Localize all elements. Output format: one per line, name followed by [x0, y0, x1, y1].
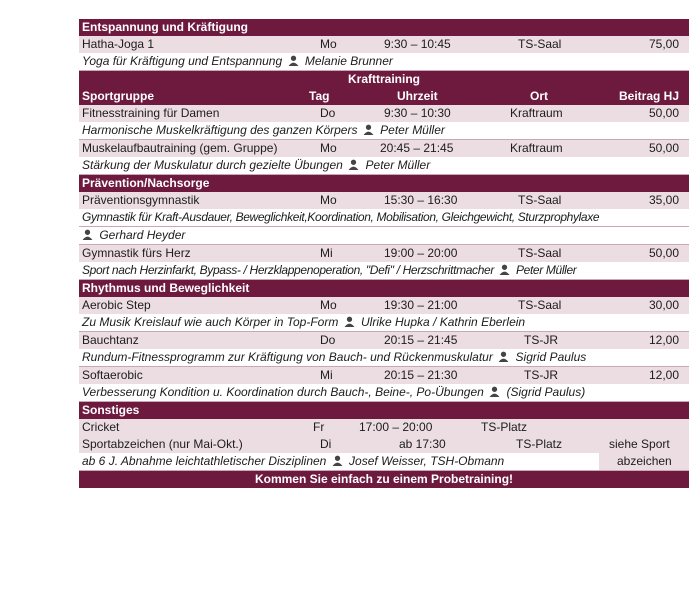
course-fee: 50,00 — [649, 141, 680, 155]
course-description: ab 6 J. Abnahme leichtathletischer Disziplinen — [82, 454, 327, 468]
course-time: 15:30 – 16:30 — [384, 193, 458, 207]
course-row-aerobic-step — [79, 297, 689, 314]
section-title: Entspannung und Kräftigung — [82, 20, 248, 34]
course-day: Mo — [320, 37, 337, 51]
course-row-gymnastik-herz — [79, 245, 689, 262]
section-title: Krafttraining — [348, 72, 420, 86]
course-trainer: Ulrike Hupka / Kathrin Eberlein — [361, 315, 526, 329]
person-icon — [499, 264, 510, 275]
section-krafttraining — [79, 71, 689, 88]
course-time: 20:45 – 21:45 — [380, 141, 454, 155]
person-icon — [363, 124, 374, 135]
cta-text: Kommen Sie einfach zu einem Probetraining! — [254, 472, 514, 486]
course-description: Zu Musik Kreislauf wie auch Körper in Top-Form — [82, 315, 339, 329]
course-place: TS-Platz — [516, 437, 563, 451]
header-tag: Tag — [309, 89, 330, 103]
course-row-muskelaufbau — [79, 140, 689, 157]
course-fee-continued: abzeichen — [617, 454, 672, 468]
course-place: TS-Saal — [518, 193, 562, 207]
course-fee: 50,00 — [649, 246, 680, 260]
course-day: Do — [320, 106, 336, 120]
course-trainer-row-praeventionsgymnastik — [79, 227, 689, 245]
course-row-cricket — [79, 419, 689, 436]
course-row-fitness-damen — [79, 105, 689, 122]
course-desc-softaerobic — [79, 384, 689, 402]
course-place: TS-Saal — [518, 298, 562, 312]
course-fee: 35,00 — [649, 193, 680, 207]
course-day: Di — [320, 437, 332, 451]
course-name: Fitnesstraining für Damen — [82, 106, 220, 120]
course-day: Do — [320, 333, 336, 347]
course-time: ab 17:30 — [399, 437, 446, 451]
course-description: Verbesserung Kondition u. Koordination durch Bauch-, Beine-, Po-Übungen — [82, 385, 484, 399]
course-trainer: Josef Weisser, TSH-Obmann — [349, 454, 505, 468]
course-name: Cricket — [82, 420, 120, 434]
course-row-bauchtanz — [79, 332, 689, 349]
course-desc-hatha — [79, 53, 689, 71]
course-desc-bauchtanz — [79, 349, 689, 367]
course-trainer: Gerhard Heyder — [99, 228, 186, 242]
course-row-praeventionsgymnastik — [79, 192, 689, 209]
course-time: 20:15 – 21:45 — [384, 333, 458, 347]
course-fee: siehe Sport — [609, 437, 670, 451]
course-name: Softaerobic — [82, 368, 143, 382]
course-description: Stärkung der Muskulatur durch gezielte Übungen — [82, 158, 343, 172]
section-rhythmus — [79, 280, 689, 297]
section-praevention — [79, 175, 689, 192]
course-fee: 12,00 — [649, 368, 680, 382]
course-description: Sport nach Herzinfarkt, Bypass- / Herzklappenoperation, "Defi" / Herzschrittmacher — [82, 263, 494, 277]
person-icon — [348, 159, 359, 170]
course-desc-gymnastik-herz — [79, 262, 689, 280]
course-desc-fitness-damen — [79, 122, 689, 140]
course-description: Yoga für Kräftigung und Entspannung — [82, 54, 283, 68]
course-day: Fr — [313, 420, 325, 434]
course-name: Hatha-Joga 1 — [82, 37, 155, 51]
person-icon — [498, 351, 509, 362]
course-place: TS-JR — [524, 368, 558, 382]
course-description: Gymnastik für Kraft-Ausdauer, Beweglichkeit,Koordination, Mobilisation, Gleichgewicht, Sturzprophylaxe — [82, 210, 600, 224]
course-row-hatha — [79, 36, 689, 53]
course-description: Harmonische Muskelkräftigung des ganzen Körpers — [82, 123, 358, 137]
person-icon — [344, 316, 355, 327]
course-trainer: Melanie Brunner — [304, 54, 393, 68]
course-time: 9:30 – 10:30 — [384, 106, 451, 120]
course-trainer: (Sigrid Paulus) — [506, 385, 586, 399]
course-name: Präventionsgymnastik — [82, 193, 200, 207]
course-name: Muskelaufbautraining (gem. Gruppe) — [82, 141, 278, 155]
course-trainer: Peter Müller — [365, 158, 431, 172]
footer-cta — [79, 471, 689, 488]
header-sportgruppe: Sportgruppe — [82, 89, 154, 103]
course-desc-sportabzeichen — [79, 453, 689, 471]
course-name: Gymnastik fürs Herz — [82, 246, 191, 260]
course-fee: 50,00 — [649, 106, 680, 120]
course-fee: 75,00 — [649, 37, 680, 51]
course-row-sportabzeichen — [79, 436, 689, 453]
course-fee: 30,00 — [649, 298, 680, 312]
section-title: Prävention/Nachsorge — [82, 176, 210, 190]
course-place: TS-JR — [524, 333, 558, 347]
section-entspannung — [79, 19, 689, 36]
course-desc-praeventionsgymnastik — [79, 209, 689, 227]
course-trainer: Sigrid Paulus — [515, 350, 587, 364]
course-time: 9:30 – 10:45 — [384, 37, 451, 51]
course-place: TS-Saal — [518, 37, 562, 51]
course-description: Rundum-Fitnessprogramm zur Kräftigung von Bauch- und Rückenmuskulatur — [82, 350, 493, 364]
course-name: Aerobic Step — [82, 298, 151, 312]
person-icon — [489, 386, 500, 397]
course-desc-muskelaufbau — [79, 157, 689, 175]
course-day: Mo — [320, 193, 337, 207]
header-beitrag: Beitrag HJ — [619, 89, 680, 103]
course-trainer: Peter Müller — [515, 263, 577, 277]
course-row-softaerobic — [79, 367, 689, 384]
course-time: 20:15 – 21:30 — [384, 368, 458, 382]
course-day: Mi — [320, 368, 333, 382]
section-title: Sonstiges — [82, 403, 140, 417]
course-day: Mo — [320, 141, 337, 155]
table-header-row — [79, 88, 689, 105]
section-title: Rhythmus und Beweglichkeit — [82, 281, 250, 295]
course-name: Bauchtanz — [82, 333, 139, 347]
course-place: Kraftraum — [510, 141, 563, 155]
course-desc-aerobic-step — [79, 314, 689, 332]
course-time: 19:30 – 21:00 — [384, 298, 458, 312]
course-name: Sportabzeichen (nur Mai-Okt.) — [82, 437, 243, 451]
person-icon — [288, 55, 299, 66]
person-icon — [82, 229, 93, 240]
course-time: 19:00 – 20:00 — [384, 246, 458, 260]
course-table — [79, 19, 689, 488]
section-sonstiges — [79, 402, 689, 419]
header-uhrzeit: Uhrzeit — [397, 89, 438, 103]
course-trainer: Peter Müller — [380, 123, 445, 137]
header-ort: Ort — [530, 89, 548, 103]
course-time: 17:00 – 20:00 — [359, 420, 433, 434]
course-day: Mo — [320, 298, 337, 312]
course-place: Kraftraum — [510, 106, 563, 120]
course-fee: 12,00 — [649, 333, 680, 347]
course-place: TS-Saal — [518, 246, 562, 260]
course-day: Mi — [320, 246, 333, 260]
course-place: TS-Platz — [481, 420, 528, 434]
person-icon — [332, 455, 343, 466]
